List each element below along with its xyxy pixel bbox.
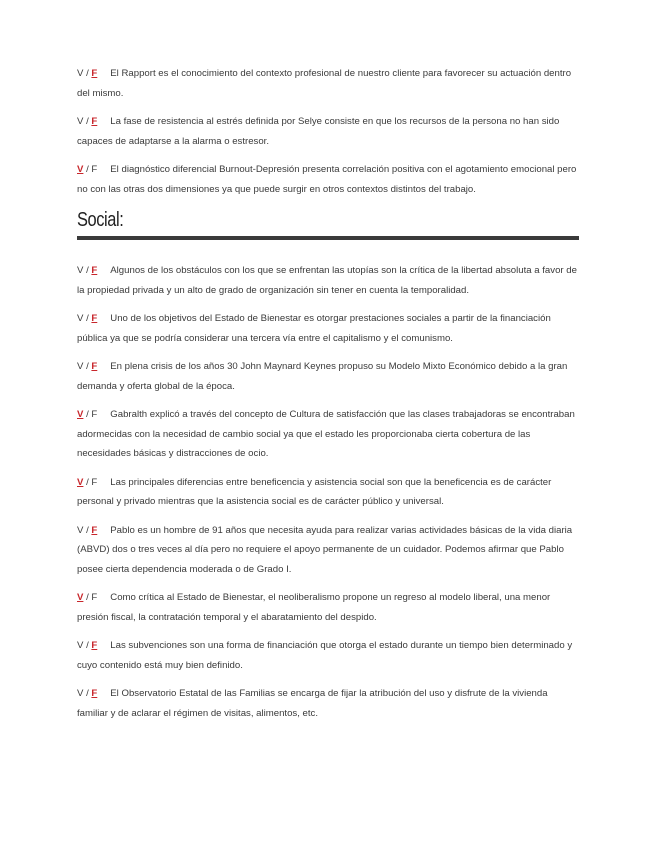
- true-false-item: [77, 357, 579, 396]
- true-false-item: [77, 588, 579, 627]
- true-false-item: [77, 473, 579, 512]
- true-false-choice: [77, 636, 97, 656]
- option-separator: /: [83, 688, 92, 699]
- false-option[interactable]: F: [91, 476, 98, 488]
- true-option[interactable]: V: [77, 116, 84, 127]
- false-option[interactable]: F: [91, 265, 98, 276]
- true-false-choice: [77, 309, 97, 329]
- false-option[interactable]: F: [91, 313, 98, 324]
- statement-text: El Rapport es el conocimiento del contexto profesional de nuestro cliente para favorecer su actuación dentro del mismo.: [77, 68, 572, 99]
- option-separator: /: [83, 265, 92, 276]
- true-false-item: [77, 521, 579, 580]
- true-false-choice: [77, 521, 97, 541]
- statement-text: Pablo es un hombre de 91 años que necesita ayuda para realizar varias actividades básicas de la vida diaria (ABVD) dos o tres veces al día pero no requiere el apoyo permanente de un cuidador. Podemos afirmar que Pablo posee cierta dependencia moderada o de Grado I.: [77, 524, 573, 575]
- false-option[interactable]: F: [91, 116, 98, 127]
- true-false-choice: [77, 357, 97, 377]
- true-false-item: [77, 64, 579, 103]
- true-false-item: [77, 112, 579, 151]
- option-separator: /: [83, 361, 92, 372]
- document-page: [77, 64, 579, 732]
- true-false-choice: [77, 112, 97, 132]
- true-false-item: [77, 309, 579, 348]
- section-heading-social: Social:: [77, 209, 124, 231]
- true-false-choice: [77, 405, 97, 425]
- option-separator: /: [83, 524, 92, 536]
- true-false-choice: [77, 473, 97, 493]
- statement-text: Como crítica al Estado de Bienestar, el neoliberalismo propone un regreso al modelo liberal, una menor presión fiscal, la contratación temporal y el abaratamiento del despido.: [77, 592, 551, 623]
- true-option[interactable]: V: [77, 361, 84, 372]
- option-separator: /: [83, 409, 92, 420]
- true-false-item: [77, 684, 579, 723]
- false-option[interactable]: F: [91, 688, 98, 699]
- false-option[interactable]: F: [91, 409, 98, 420]
- true-false-item: [77, 636, 579, 675]
- statement-text: En plena crisis de los años 30 John Maynard Keynes propuso su Modelo Mixto Económico debido a la gran demanda y oferta global de la época.: [77, 361, 568, 392]
- true-false-choice: [77, 261, 97, 281]
- option-separator: /: [83, 116, 92, 127]
- true-false-choice: [77, 588, 97, 608]
- option-separator: /: [83, 164, 92, 175]
- section-social: [77, 261, 579, 723]
- false-option[interactable]: F: [91, 640, 98, 651]
- true-false-choice: [77, 684, 97, 704]
- true-option[interactable]: V: [77, 688, 84, 699]
- statement-text: Las subvenciones son una forma de financiación que otorga el estado durante un tiempo bien determinado y cuyo contenido está muy bien definido.: [77, 640, 573, 671]
- statement-text: Uno de los objetivos del Estado de Bienestar es otorgar prestaciones sociales a partir de la financiación pública ya que se podría considerar una tercera vía entre el capitalismo y el comunismo.: [77, 313, 551, 344]
- statement-text: Las principales diferencias entre beneficencia y asistencia social son que la beneficencia es de carácter personal y privado mientras que la asistencia social es de carácter público y universal.: [77, 476, 552, 507]
- true-false-item: [77, 405, 579, 464]
- false-option[interactable]: F: [91, 592, 98, 603]
- statement-text: Algunos de los obstáculos con los que se enfrentan las utopías son la crítica de la libertad absoluta a favor de la propiedad privada y un alto de grado de organización sin tener en cuenta la temporalidad.: [77, 265, 577, 296]
- false-option[interactable]: F: [91, 164, 98, 175]
- true-false-item: [77, 261, 579, 300]
- true-option[interactable]: V: [77, 164, 84, 175]
- option-separator: /: [83, 592, 92, 603]
- false-option[interactable]: F: [91, 524, 98, 536]
- true-false-choice: [77, 64, 97, 84]
- true-false-choice: [77, 160, 97, 180]
- true-option[interactable]: V: [77, 68, 84, 79]
- false-option[interactable]: F: [91, 361, 98, 372]
- statement-text: El Observatorio Estatal de las Familias se encarga de fijar la atribución del uso y disfrute de la vivienda familiar y de aclarar el régimen de visitas, alimentos, etc.: [77, 688, 548, 719]
- option-separator: /: [83, 476, 92, 488]
- true-option[interactable]: V: [77, 592, 84, 603]
- statement-text: La fase de resistencia al estrés definida por Selye consiste en que los recursos de la persona no han sido capaces de adaptarse a la alarma o estresor.: [77, 116, 560, 147]
- true-option[interactable]: V: [77, 524, 84, 536]
- false-option[interactable]: F: [91, 68, 98, 79]
- statement-text: Gabralth explicó a través del concepto de Cultura de satisfacción que las clases trabajadoras se encontraban adormecidas con la necesidad de cambio social ya que el estado les proporcionaba cierta cobertura de las necesidades básicas y distracciones de ocio.: [77, 409, 575, 459]
- statement-text: El diagnóstico diferencial Burnout-Depresión presenta correlación positiva con el agotamiento emocional pero no con las otras dos dimensiones ya que puede surgir en otros contextos distintos del trabajo.: [77, 164, 577, 195]
- option-separator: /: [83, 640, 92, 651]
- true-option[interactable]: V: [77, 640, 84, 651]
- section-divider: [77, 236, 579, 240]
- true-option[interactable]: V: [77, 313, 84, 324]
- section-psychology: [77, 64, 579, 199]
- true-option[interactable]: V: [77, 476, 84, 488]
- true-false-item: [77, 160, 579, 199]
- true-option[interactable]: V: [77, 265, 84, 276]
- true-option[interactable]: V: [77, 409, 84, 420]
- option-separator: /: [83, 68, 92, 79]
- option-separator: /: [83, 313, 92, 324]
